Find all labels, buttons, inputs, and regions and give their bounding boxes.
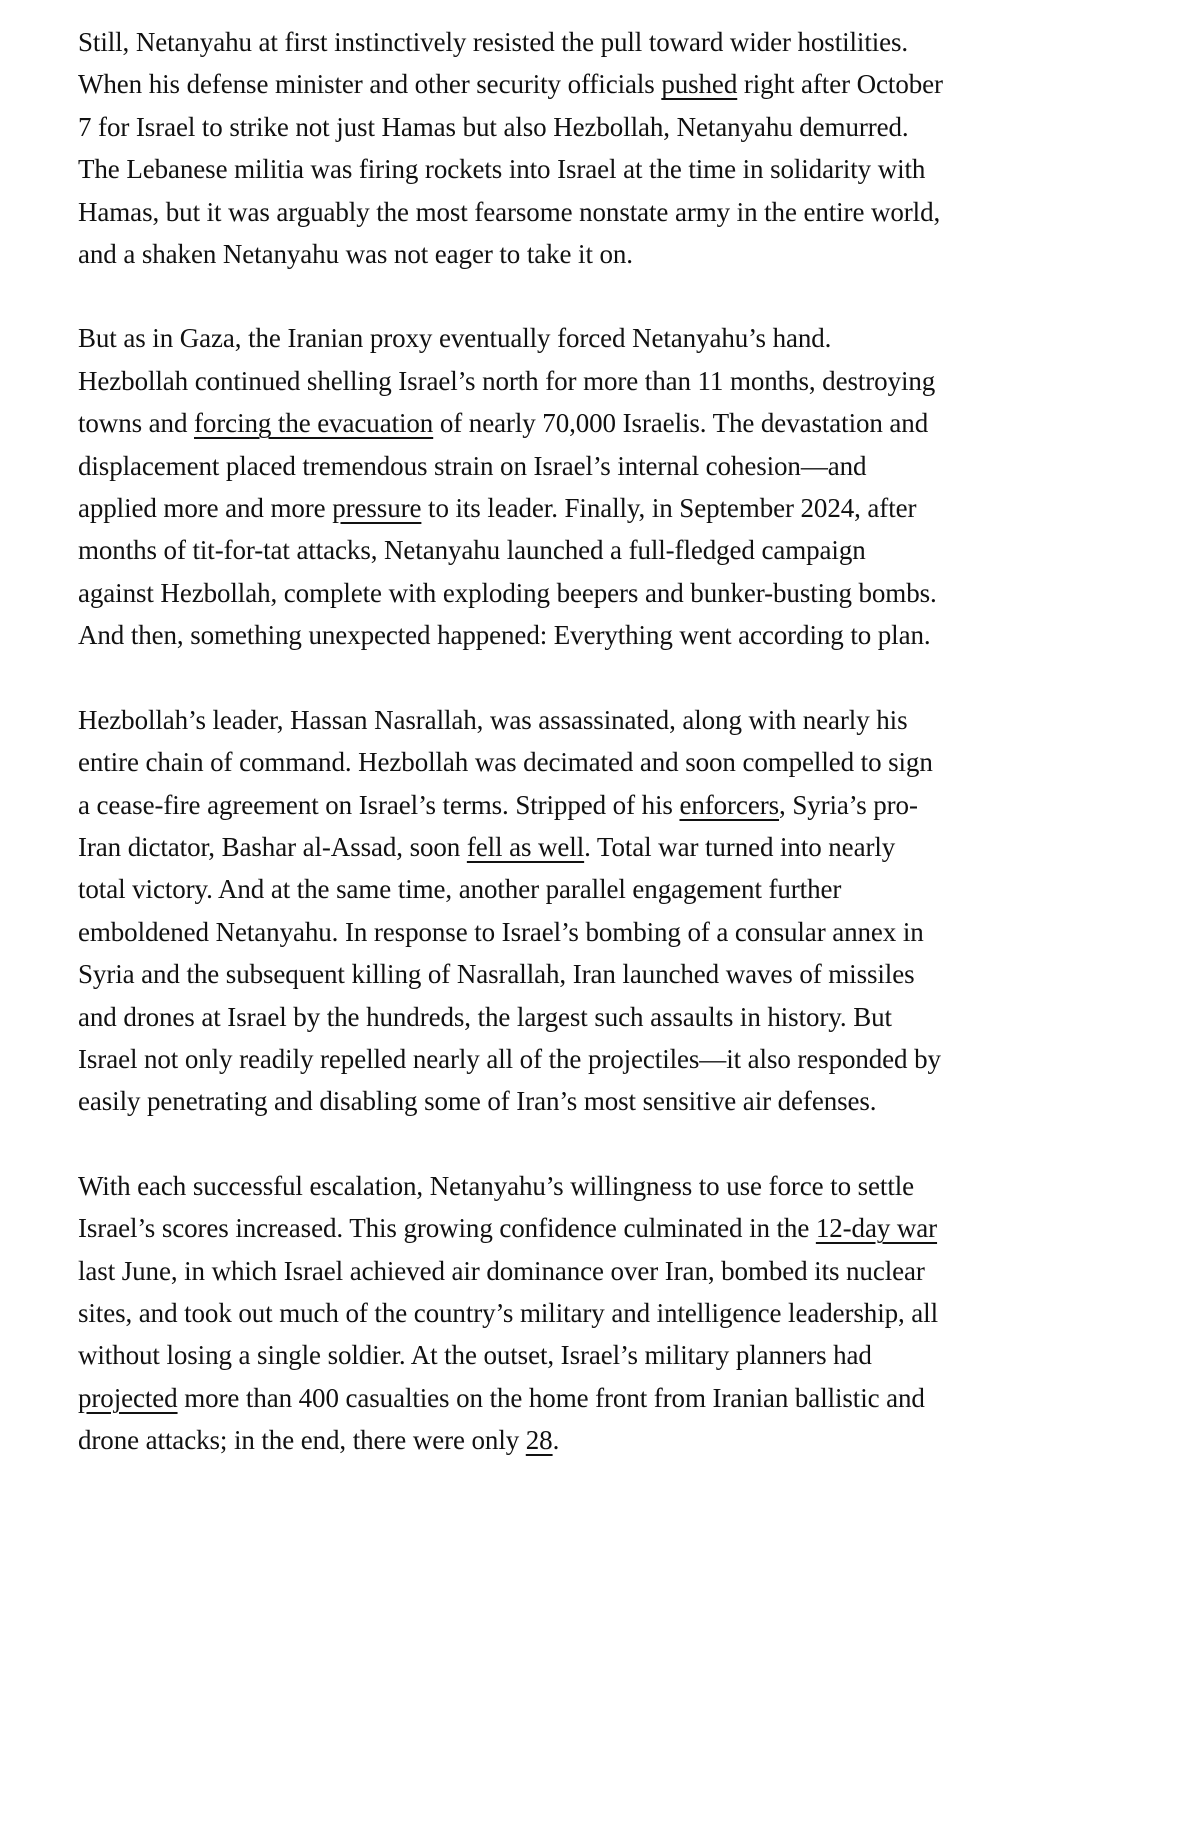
- paragraph: [78, 21, 948, 275]
- text-run: Still, Netanyahu at first instinctively resisted the pull toward wider hostilities. When his defense minister and other security officials: [78, 27, 909, 100]
- link-pushed[interactable]: pushed: [661, 69, 738, 100]
- link-28[interactable]: 28: [525, 1425, 553, 1456]
- text-run: to its leader. Finally, in September 2024, after months of tit-for-tat attacks, Netanyahu launched a full-fledged campaign against Hezbollah, complete with exploding beepers and bunker-busting bombs. And then, something unexpected happened: Everything went according to plan.: [78, 493, 937, 651]
- link-enforcers[interactable]: enforcers: [679, 789, 780, 820]
- link-forcing-the-evacuation[interactable]: forcing the evacuation: [194, 408, 434, 439]
- link-fell-as-well[interactable]: fell as well: [466, 831, 585, 862]
- text-run: , Syria’s pro-Iran dictator, Bashar al-Assad, soon: [78, 789, 918, 862]
- paragraph: [78, 317, 948, 656]
- text-run: . Total war turned into nearly total victory. And at the same time, another parallel engagement further emboldened Netanyahu. In response to Israel’s bombing of a consular annex in Syria and the subsequent killing of Nasrallah, Iran launched waves of missiles and drones at Israel by the hundreds, the largest such assaults in history. But Israel not only readily repelled nearly all of the projectiles—it also responded by easily penetrating and disabling some of Iran’s most sensitive air defenses.: [78, 831, 941, 1117]
- text-run: of nearly 70,000 Israelis. The devastation and displacement placed tremendous strain on Israel’s internal cohesion—and applied more and more: [78, 408, 929, 524]
- text-run: more than 400 casualties on the home front from Iranian ballistic and drone attacks; in the end, there were only: [78, 1382, 925, 1456]
- text-run: Hezbollah’s leader, Hassan Nasrallah, was assassinated, along with nearly his entire chain of command. Hezbollah was decimated and soon compelled to sign a cease-fire agreement on Israel’s terms. Stripped of his: [78, 704, 933, 820]
- text-run: .: [552, 1425, 560, 1456]
- article-body: [78, 21, 948, 1504]
- text-run: With each successful escalation, Netanyahu’s willingness to use force to settle Israel’s scores increased. This growing confidence culminated in the: [78, 1170, 915, 1244]
- text-run: last June, in which Israel achieved air dominance over Iran, bombed its nuclear sites, and took out much of the country’s military and intelligence leadership, all without losing a single soldier. At the outset, Israel’s military planners had: [78, 1255, 938, 1371]
- paragraph: [78, 1165, 948, 1462]
- link-pressure[interactable]: pressure: [332, 493, 422, 524]
- text-run: But as in Gaza, the Iranian proxy eventually forced Netanyahu’s hand. Hezbollah continued shelling Israel’s north for more than 11 months, destroying towns and: [78, 323, 936, 439]
- text-run: right after October 7 for Israel to strike not just Hamas but also Hezbollah, Netanyahu demurred. The Lebanese militia was firing rockets into Israel at the time in solidarity with Hamas, but it was arguably the most fearsome nonstate army in the entire world, and a shaken Netanyahu was not eager to take it on.: [78, 69, 943, 270]
- link-12-day-war[interactable]: 12-day war: [815, 1213, 938, 1244]
- link-projected[interactable]: projected: [78, 1382, 178, 1413]
- paragraph: [78, 699, 948, 1123]
